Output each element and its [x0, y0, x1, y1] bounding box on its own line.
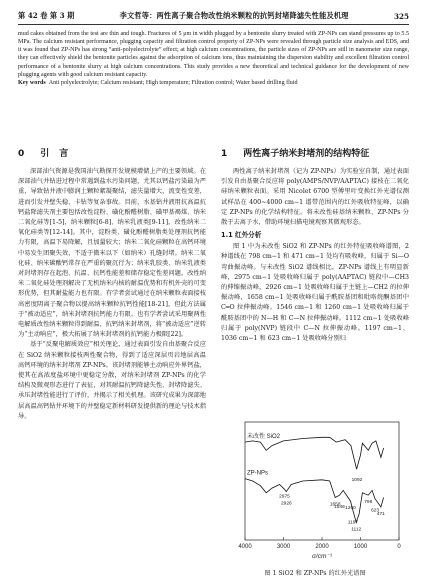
series-line-sio2: [245, 437, 384, 469]
peak-label: 1092: [351, 478, 363, 484]
figure-1-caption: 图 1 SiO2 和 ZP-NPs 的红外光谱图: [264, 570, 366, 577]
peak-label: 1546: [334, 505, 345, 511]
subsection-1-1-heading: 1.1 红外分析: [221, 231, 262, 240]
x-tick-label: 0: [397, 544, 401, 550]
x-tick-label: 2000: [315, 544, 329, 550]
keywords-line: [18, 79, 409, 87]
header-rule: [18, 24, 409, 25]
left-column: [18, 147, 206, 422]
ir-spectrum-chart: [221, 416, 409, 566]
peak-label: 623: [371, 508, 380, 514]
keywords-label: Key words: [18, 79, 46, 86]
right-column: [221, 147, 409, 344]
section-0-paragraph-2: 基于“反聚电解质效应”相关理论，通过表面引发自由基聚合反应在 SiO2 纳米颗粒接枝两性聚合物，得到了适应深层页岩地层高温高钙环境的纳米封堵剂 ZP-NPs。该封堵剂能够主动响应外界钙盐，使其在高浓度盐环境中更稳定分散，对纳米封堵剂 ZP-NPs 的化学结构及微观形态进行了表征，对其耐温抗钙降滤失性、封堵降滤失、承压封堵性能进行了评价，并揭示了相关机理。该研究成果为深部地层高温高钙钻井环境下的井壁稳定新材料研发提供新的理论与技术指导。: [18, 341, 206, 420]
section-0-title: 引言: [40, 149, 79, 159]
ir-spectrum-figure: [221, 416, 409, 566]
section-1-paragraph-1: 两性离子纳米封堵剂（记为 ZP-NPs）为实验室自制，通过表面引发自由基聚合反应将 poly(AMPS/NVP/AAPTAC) 接枝在二氧化硅纳米颗粒表面。采用 Nicolet 6700 型傅里叶变换红外光谱仪测试样品在 400~4000 cm−1 谱带范围内的红外吸收特征峰，以确定 ZP-NPs 的化学结构特征。将未改性硅基纳米颗粒、ZP-NPs 分散于去离子水，借助环境扫描电镜观察其微观形态。: [221, 168, 409, 227]
series-label: ZP-NPs: [247, 470, 268, 477]
peak-label: 1658: [329, 502, 341, 508]
subsection-1-1-paragraph-1: 图 1 中为未改性 SiO2 和 ZP-NPs 的红外特征吸收峰谱图，2 种谱线在 798 cm−1 和 471 cm−1 处均有吸收峰，归属于 Si—O 弯曲振动峰。与未改性 SiO2 谱线相比，ZP-NPs 谱线上有明显新峰，2975 cm−1 处吸收峰归属于 poly(AAPTAC) 链段中—CH3 的伸缩振动峰，2926 cm−1 处吸收峰归属于主链上—CH2 的拉伸振动峰，1658 cm−1 处吸收峰归属于酰胺基团和吡咯烷酮基团中 C═O 拉伸振动峰。1546 cm−1 和 1260 cm−1 处吸收峰归属于酰胺基团中的 N—H 和 C—N 拉伸振动峰。1112 cm−1 处吸收峰归属于 poly(NVP) 链段中 C—N 拉伸振动峰。1197 cm−1、1036 cm−1 和 623 cm−1 处吸收峰分别归: [221, 243, 409, 343]
x-axis-label: σ/cm⁻¹: [312, 553, 332, 560]
section-1-heading: [221, 147, 409, 161]
section-0-number: 0: [18, 149, 25, 159]
series-line-zp-nps: [245, 479, 384, 523]
page-number: 325: [393, 11, 409, 21]
running-header: [18, 9, 409, 23]
peak-label: 1197: [347, 520, 359, 526]
section-0-paragraph-1: 深部油气资源是我国油气勘探开发规模增储上产的主要领域。在深部油气井钻进过程中常遇到盐水污染问题，尤其以钙盐污染最为严重，导致钻井液中膨润土颗粒絮凝聚结，滤失量增大，流变性变差，进而引发井壁失稳、卡钻等复杂事故。目前，水基钻井液用抗高温抗钙盐降滤失剂主要包括改性淀粉、磺化酚醛树脂、磺甲基褐煤、纳米二氧化硅等[1-5]，纳米颗粒[6-8]、纳米乳液类[9-11]，改性纳米二氧化硅类等[12-14]。其中，淀粉类、磺化酚醛树脂类处理剂抗钙能力有限，高温下易降解，且加量较大；纳米二氧化硅颗粒在高钙环境中易发生团聚失效，不适于微米以下（如纳米）孔缝封堵。纳米二氧化硅、纳米碳酸钙常存在严重的聚沉行为；纳米乳胶类、纳米乳液类对封堵剂存在起泡、抗温、抗钙性能差和储存稳定性差问题。改性纳米二氧化硅处理剂解决了无机纳米内核的耐温优势和有机外壳的可变形优势，但其耐盐能力也有限。有学者尝试通过在纳米颗粒表面接枝高密度阴离子聚合物以提高纳米颗粒抗钙性能[18-21]，但此方法属于“被动适应”，纳米封堵剂抗钙能力有限。也有学者尝试采用聚两性电解质改性纳米颗粒得到耐温、抗钙纳米封堵剂，将“被动适应”逆转为“主动响应”，极大拓展了纳米封堵剂的抗钙能力极限[22]。: [18, 168, 206, 339]
running-title: 李文哲等：两性离子聚合物改性纳米颗粒的抗钙封堵降滤失性能及机理: [119, 11, 349, 20]
abstract-text: mud cakes obtained from the test are thin and tough. Fractures of 5 μm in width plugged by a bentonite slurry treated with ZP-NPs can stand pressures up to 5.5 MPa. The calcium resistant performance, plugging capacity and filtration control property of ZP-NPs were revealed through particle size analysis and EDS, and it was found that ZP-NPs has strong “anti-polyelectrolyte” effect; at high calcium concentrations, the particle sizes of ZP-NPs are still in nanometer size range, they can effectively shield the bentonite particles against the adsorption of calcium ions, thus maintaining the dispersion stability and excellent filtration control performance of a bentonite slurry at high calcium concentrations. This study provides a new theoretical and technical guidance for the development of new plugging agents with good calcium resistant capacity.: [18, 31, 409, 78]
section-1-number: 1: [221, 149, 228, 159]
keywords-text: Anti polyelectrolyte; Calcium resistant; High temperature; Filtration control; Water based drilling fluid: [48, 79, 298, 86]
section-1-title: 两性离子纳米封堵剂的结构特征: [243, 149, 370, 159]
peak-label: 1260: [345, 506, 356, 512]
peak-label: 2926: [281, 501, 292, 507]
x-tick-label: 4000: [238, 544, 252, 550]
series-label: 未改性 SiO2: [247, 434, 281, 441]
x-tick-label: 1000: [353, 544, 368, 550]
peak-label: 2975: [279, 494, 290, 500]
peak-label: 798: [364, 500, 373, 506]
x-tick-label: 3000: [276, 544, 291, 550]
section-0-heading: [18, 147, 206, 161]
peak-label: 1112: [351, 527, 362, 533]
peak-label: 471: [376, 511, 385, 517]
volume-issue: 第 42 卷 第 3 期: [18, 11, 75, 20]
abstract-block: [18, 30, 409, 87]
